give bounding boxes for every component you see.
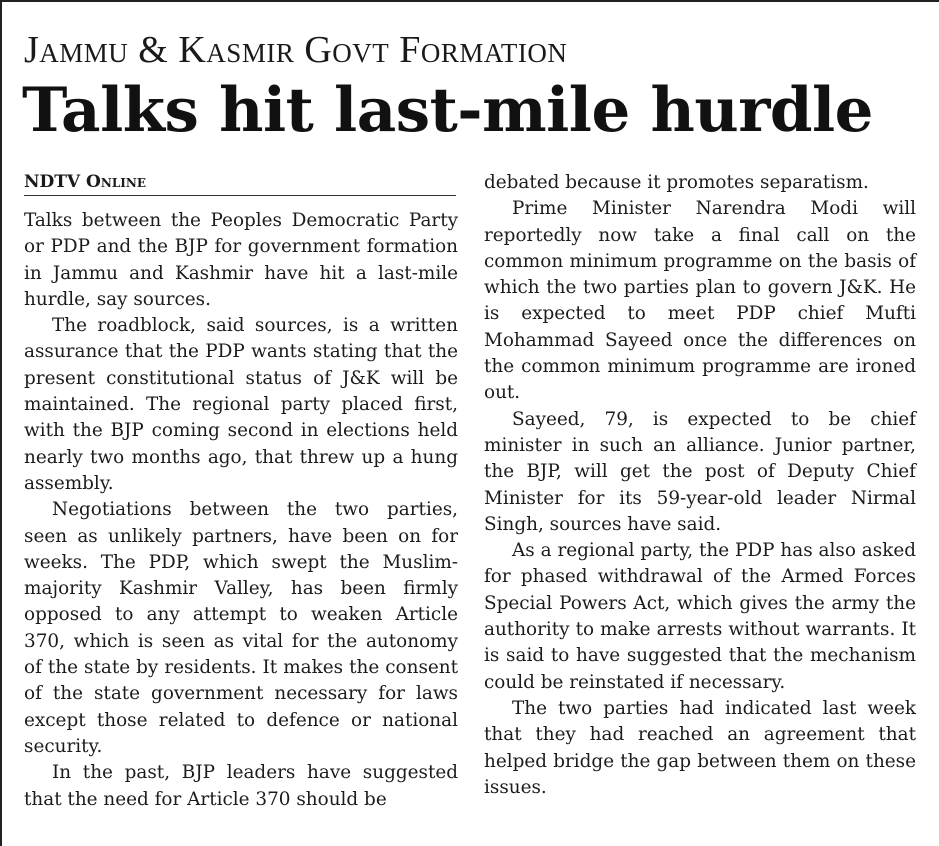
byline: NDTV Online [24, 172, 456, 196]
paragraph: In the past, BJP leaders have suggested that the need for Article 370 should be [24, 762, 458, 810]
paragraph: As a regional party, the PDP has also asked for phased withdrawal of the Armed Forces Special Powers Act, which gives the army the authority to make arrests without warrants. It is said to have suggested that the mechanism could be reinstated if necessary. [484, 540, 916, 693]
paragraph: The two parties had indicated last week that they had reached an agreement that helped bridge the gap between them on these issues. [484, 697, 916, 798]
paragraph: The roadblock, said sources, is a written assurance that the PDP wants stating that the present constitutional status of J&K will be maintained. The regional party placed first, with the BJP coming second in elections held nearly two months ago, that threw up a hung assembly. [24, 315, 458, 494]
article-column-left [24, 208, 458, 813]
top-border-rule [0, 0, 939, 2]
left-border-rule [0, 0, 2, 846]
paragraph: Talks between the Peoples Democratic Party or PDP and the BJP for government formation in Jammu and Kashmir have hit a last-mile hurdle, say sources. [24, 210, 458, 310]
paragraph: Sayeed, 79, is expected to be chief minister in such an alliance. Junior partner, the BJP, will get the post of Deputy Chief Minister for its 59-year-old leader Nirmal Singh, sources have said. [484, 408, 916, 535]
paragraph: Prime Minister Narendra Modi will reportedly now take a final call on the common minimum programme on the basis of which the two parties plan to govern J&K. He is expected to meet PDP chief Mufti Mohammad Sayeed once the differences on the common minimum programme are ironed out. [484, 198, 916, 404]
paragraph: Negotiations between the two parties, seen as unlikely partners, have been on for weeks. The PDP, which swept the Muslim-majority Kashmir Valley, has been firmly opposed to any attempt to weaken Article 370, which is seen as vital for the autonomy of the state by residents. It makes the consent of the state government necessary for laws except those related to defence or national security. [24, 499, 458, 757]
paragraph: debated because it promotes separatism. [484, 172, 869, 193]
article-column-right [484, 170, 916, 801]
headline: Talks hit last-mile hurdle [22, 75, 873, 146]
section-kicker: Jammu & Kasmir Govt Formation [24, 29, 568, 71]
